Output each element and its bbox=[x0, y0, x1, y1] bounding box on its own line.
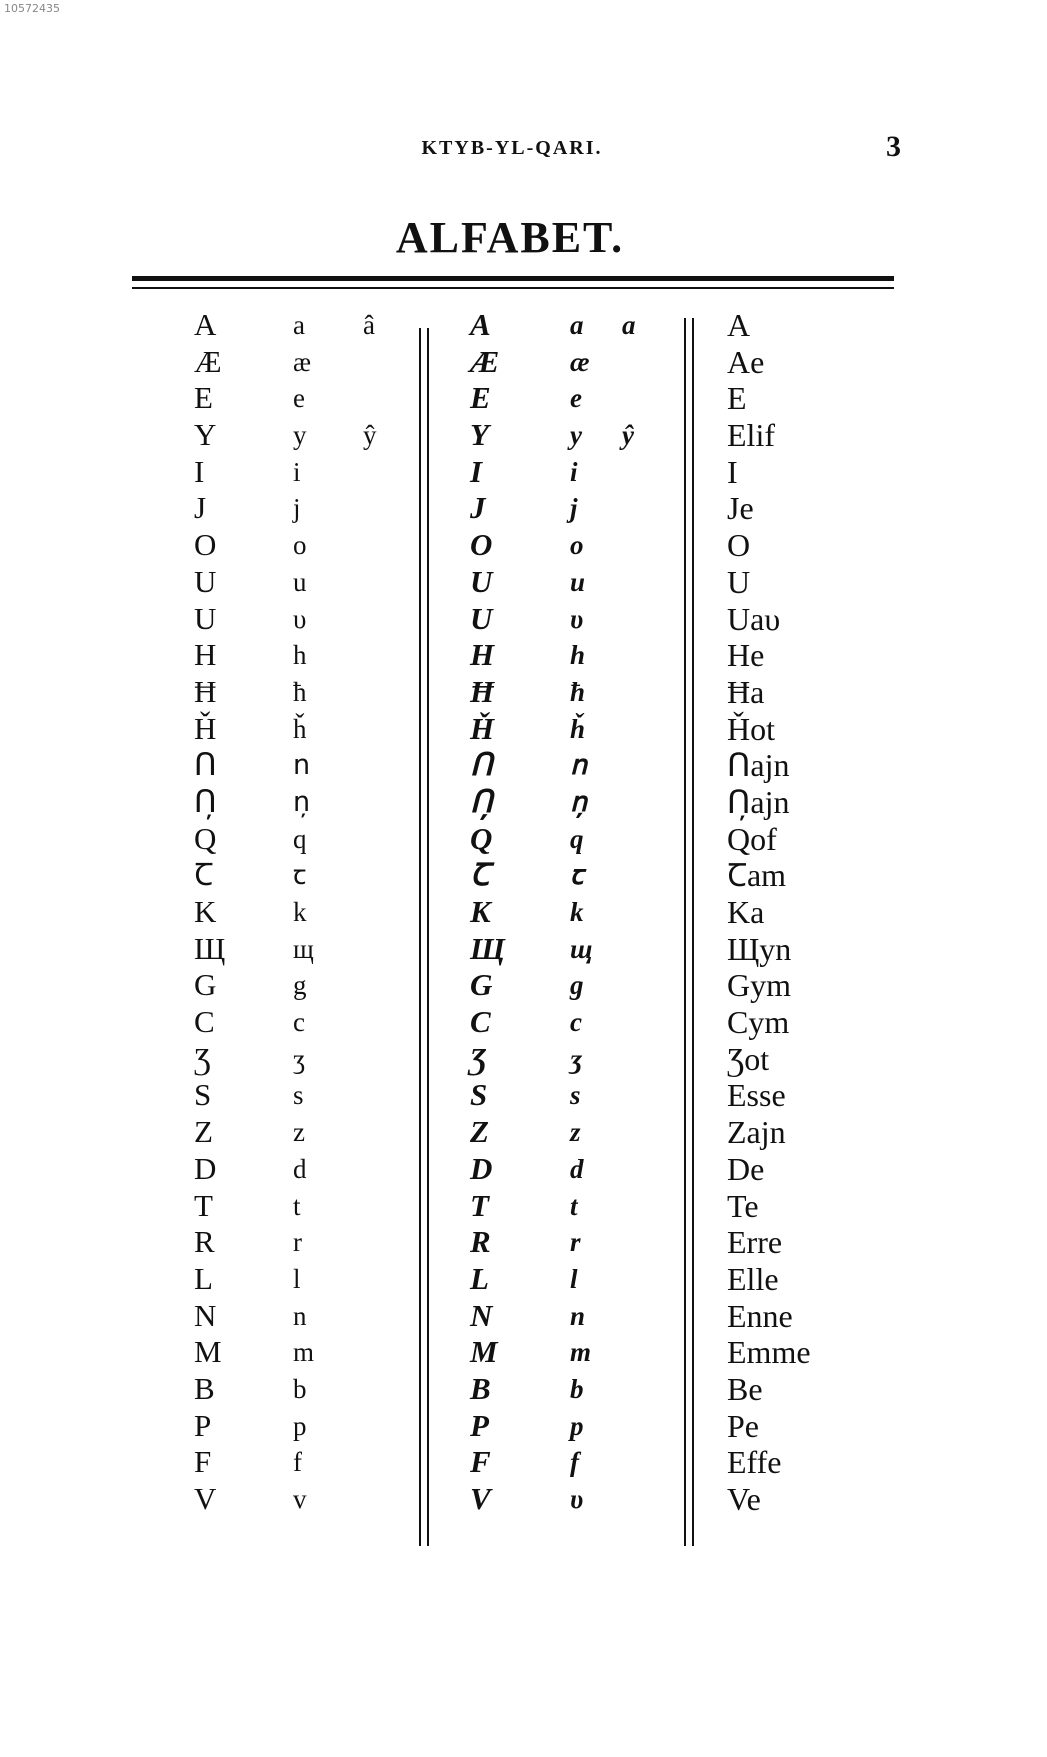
upper-letter: Ꞇ bbox=[194, 857, 214, 893]
letter-name: Cym bbox=[727, 1004, 790, 1041]
lower-letter: ո bbox=[293, 750, 311, 781]
lower-letter: k bbox=[293, 897, 307, 927]
italic-upper-letter: F bbox=[470, 1444, 491, 1480]
italic-upper-letter: Ʒ bbox=[470, 1040, 487, 1076]
upper-letter: V bbox=[194, 1481, 217, 1516]
upper-letter: I bbox=[194, 453, 205, 489]
lower-letter: l bbox=[293, 1263, 301, 1294]
italic-upper-letter: Æ bbox=[470, 343, 500, 379]
table-row bbox=[0, 747, 1047, 784]
upper-letter: G bbox=[194, 967, 217, 1003]
lower-letter: y bbox=[293, 420, 307, 451]
lower-letter: b bbox=[293, 1373, 307, 1404]
italic-upper-letter: P bbox=[470, 1407, 489, 1443]
italic-lower-letter: k bbox=[570, 897, 584, 927]
table-row bbox=[0, 1408, 1047, 1445]
italic-lower-letter: ħ bbox=[570, 676, 586, 707]
upper-letter: T bbox=[194, 1187, 213, 1223]
italic-upper-letter: Z bbox=[470, 1114, 489, 1150]
italic-upper-letter: Q bbox=[470, 820, 493, 856]
table-row bbox=[0, 1444, 1047, 1481]
table-row bbox=[0, 821, 1047, 858]
letter-name: Gym bbox=[727, 967, 791, 1004]
lower-letter: o bbox=[293, 530, 307, 561]
letter-name: Te bbox=[727, 1187, 759, 1224]
lower-letter: f bbox=[293, 1447, 302, 1478]
italic-upper-letter: H bbox=[470, 637, 495, 673]
lower-letter: u bbox=[293, 566, 307, 597]
italic-lower-letter: ո̦ bbox=[570, 786, 588, 817]
upper-letter: H bbox=[194, 637, 217, 673]
table-row bbox=[0, 1077, 1047, 1114]
rule-thick bbox=[132, 276, 894, 281]
letter-name: Ꞇam bbox=[727, 857, 787, 894]
upper-letter: Z bbox=[194, 1114, 213, 1150]
table-row bbox=[0, 417, 1047, 454]
upper-letter: Ո̦ bbox=[194, 783, 217, 819]
lower-letter: v bbox=[293, 1484, 307, 1514]
italic-upper-letter: Щ bbox=[470, 930, 505, 966]
italic-upper-letter: U bbox=[470, 600, 493, 636]
italic-lower-letter: c bbox=[570, 1007, 582, 1038]
letter-name: De bbox=[727, 1150, 765, 1187]
lower-letter: ꞇ bbox=[293, 860, 307, 891]
italic-upper-letter: I bbox=[470, 453, 483, 489]
letter-name: Ka bbox=[727, 894, 765, 930]
letter-name: A bbox=[727, 307, 751, 343]
letter-name: Ae bbox=[727, 343, 765, 380]
italic-upper-letter: Ȟ bbox=[470, 710, 495, 746]
upper-letter: Ո bbox=[194, 747, 217, 783]
letter-name: Ʒot bbox=[727, 1040, 770, 1077]
table-row bbox=[0, 380, 1047, 417]
lower-letter: a bbox=[293, 310, 305, 340]
table-row bbox=[0, 1334, 1047, 1371]
letter-name: Erre bbox=[727, 1224, 783, 1261]
italic-upper-letter: T bbox=[470, 1187, 489, 1223]
lower-letter: s bbox=[293, 1080, 304, 1111]
letter-name: Ȟot bbox=[727, 710, 775, 747]
upper-letter: Y bbox=[194, 417, 217, 453]
upper-letter: E bbox=[194, 380, 213, 416]
upper-letter: M bbox=[194, 1334, 222, 1370]
letter-name: Ve bbox=[727, 1481, 761, 1517]
table-row bbox=[0, 931, 1047, 968]
table-row bbox=[0, 637, 1047, 674]
italic-upper-letter: D bbox=[470, 1150, 493, 1186]
rule-thin bbox=[132, 287, 894, 289]
lower-letter: z bbox=[293, 1117, 305, 1148]
letter-name: Pe bbox=[727, 1407, 759, 1444]
table-row bbox=[0, 1041, 1047, 1078]
lower-letter: j bbox=[293, 493, 301, 524]
lower-letter: ȟ bbox=[293, 713, 307, 744]
italic-lower-letter: r bbox=[570, 1227, 581, 1258]
upper-letter: C bbox=[194, 1004, 215, 1040]
lower-letter: υ bbox=[293, 603, 307, 634]
upper-letter: Q bbox=[194, 820, 217, 856]
letter-name: E bbox=[727, 380, 747, 417]
italic-variant-letter: a bbox=[622, 310, 636, 340]
lower-letter: ħ bbox=[293, 676, 307, 707]
table-row bbox=[0, 490, 1047, 527]
italic-upper-letter: J bbox=[470, 490, 486, 526]
italic-lower-letter: d bbox=[570, 1153, 584, 1184]
letter-name: Ո̦ajn bbox=[727, 783, 790, 820]
upper-letter: N bbox=[194, 1297, 217, 1333]
table-row bbox=[0, 1224, 1047, 1261]
letter-name: Enne bbox=[727, 1297, 793, 1334]
italic-lower-letter: t bbox=[570, 1190, 578, 1221]
italic-lower-letter: e bbox=[570, 383, 582, 414]
italic-upper-letter: V bbox=[470, 1481, 491, 1516]
upper-letter: Ħ bbox=[194, 673, 217, 709]
upper-letter: L bbox=[194, 1260, 213, 1296]
italic-lower-letter: y bbox=[570, 420, 582, 451]
lower-letter: n bbox=[293, 1300, 307, 1331]
letter-name: Qof bbox=[727, 820, 777, 857]
italic-lower-letter: g bbox=[570, 970, 584, 1001]
letter-name: Esse bbox=[727, 1077, 786, 1114]
upper-letter: K bbox=[194, 894, 217, 929]
letter-name: U bbox=[727, 563, 751, 600]
table-row bbox=[0, 1151, 1047, 1188]
italic-lower-letter: l bbox=[570, 1263, 578, 1294]
lower-letter: r bbox=[293, 1227, 302, 1258]
letter-name: Ոajn bbox=[727, 747, 790, 784]
table-row bbox=[0, 344, 1047, 381]
table-row bbox=[0, 307, 1047, 344]
italic-lower-letter: n bbox=[570, 1300, 586, 1331]
upper-letter: Æ bbox=[194, 343, 222, 379]
lower-letter: p bbox=[293, 1410, 307, 1441]
upper-letter: U bbox=[194, 563, 217, 599]
letter-name: Elle bbox=[727, 1260, 779, 1297]
italic-upper-letter: O bbox=[470, 527, 493, 563]
italic-lower-letter: a bbox=[570, 310, 584, 340]
table-row bbox=[0, 1188, 1047, 1225]
italic-upper-letter: E bbox=[470, 380, 491, 416]
table-row bbox=[0, 1004, 1047, 1041]
italic-upper-letter: U bbox=[470, 563, 493, 599]
lower-letter: c bbox=[293, 1007, 305, 1038]
italic-upper-letter: Ո̦ bbox=[470, 783, 493, 819]
lower-letter: i bbox=[293, 456, 301, 487]
italic-lower-letter: f bbox=[570, 1447, 579, 1478]
lower-letter: щ bbox=[293, 933, 314, 964]
italic-lower-letter: s bbox=[570, 1080, 581, 1111]
italic-upper-letter: N bbox=[470, 1297, 493, 1333]
variant-letter: â bbox=[363, 310, 375, 340]
italic-upper-letter: M bbox=[470, 1334, 498, 1370]
italic-lower-letter: ո bbox=[570, 750, 588, 781]
italic-lower-letter: ʒ bbox=[570, 1043, 583, 1074]
upper-letter: Ʒ bbox=[194, 1040, 211, 1076]
letter-name: Effe bbox=[727, 1444, 782, 1481]
italic-lower-letter: υ bbox=[570, 603, 584, 634]
italic-lower-letter: q bbox=[570, 823, 584, 854]
italic-upper-letter: Y bbox=[470, 417, 489, 453]
italic-upper-letter: Ո bbox=[470, 747, 493, 783]
lower-letter: t bbox=[293, 1190, 301, 1221]
table-row bbox=[0, 1114, 1047, 1151]
table-row bbox=[0, 711, 1047, 748]
lower-letter: ʒ bbox=[293, 1043, 305, 1074]
upper-letter: U bbox=[194, 600, 217, 636]
italic-lower-letter: m bbox=[570, 1337, 592, 1368]
page-title: ALFABET. bbox=[395, 213, 625, 262]
italic-upper-letter: S bbox=[470, 1077, 488, 1113]
letter-name: Elif bbox=[727, 417, 775, 454]
lower-letter: g bbox=[293, 970, 307, 1001]
italic-lower-letter: υ bbox=[570, 1484, 584, 1514]
table-row bbox=[0, 564, 1047, 601]
lower-letter: m bbox=[293, 1337, 315, 1368]
italic-lower-letter: j bbox=[570, 493, 578, 524]
upper-letter: P bbox=[194, 1407, 212, 1443]
upper-letter: Ȟ bbox=[194, 710, 217, 746]
italic-upper-letter: B bbox=[470, 1370, 491, 1406]
letter-name: Щyn bbox=[727, 930, 792, 967]
letter-name: O bbox=[727, 527, 751, 564]
letter-name: He bbox=[727, 637, 765, 674]
running-head: KTYB-YL-QARI. bbox=[421, 137, 603, 159]
italic-upper-letter: L bbox=[470, 1260, 489, 1296]
lower-letter: h bbox=[293, 640, 307, 671]
upper-letter: S bbox=[194, 1077, 212, 1113]
italic-lower-letter: o bbox=[570, 530, 584, 561]
table-row bbox=[0, 601, 1047, 638]
upper-letter: Щ bbox=[194, 930, 226, 966]
upper-letter: A bbox=[194, 307, 217, 342]
letter-name: Be bbox=[727, 1370, 763, 1407]
letter-name: Ħa bbox=[727, 673, 765, 710]
italic-lower-letter: b bbox=[570, 1373, 584, 1404]
italic-lower-letter: z bbox=[570, 1117, 581, 1148]
lower-letter: d bbox=[293, 1153, 307, 1184]
italic-upper-letter: Ħ bbox=[470, 673, 495, 709]
table-row bbox=[0, 967, 1047, 1004]
table-row bbox=[0, 1261, 1047, 1298]
upper-letter: D bbox=[194, 1150, 217, 1186]
letter-name: Uaυ bbox=[727, 600, 781, 637]
table-row bbox=[0, 454, 1047, 491]
upper-letter: J bbox=[194, 490, 207, 526]
italic-lower-letter: ꞇ bbox=[570, 860, 584, 891]
table-row bbox=[0, 527, 1047, 564]
italic-lower-letter: ȟ bbox=[570, 713, 586, 744]
table-row bbox=[0, 1371, 1047, 1408]
table-row bbox=[0, 784, 1047, 821]
lower-letter: ո̦ bbox=[293, 786, 311, 817]
table-row bbox=[0, 1481, 1047, 1518]
italic-upper-letter: A bbox=[470, 307, 491, 342]
letter-name: Je bbox=[727, 490, 754, 527]
table-row bbox=[0, 894, 1047, 931]
lower-letter: æ bbox=[293, 346, 312, 377]
table-row bbox=[0, 857, 1047, 894]
italic-lower-letter: щ bbox=[570, 933, 593, 964]
letter-name: Emme bbox=[727, 1334, 811, 1371]
italic-upper-letter: Ꞇ bbox=[470, 857, 490, 893]
italic-lower-letter: h bbox=[570, 640, 586, 671]
table-row bbox=[0, 674, 1047, 711]
italic-upper-letter: R bbox=[470, 1224, 491, 1260]
variant-letter: ŷ bbox=[363, 420, 377, 451]
italic-lower-letter: p bbox=[570, 1410, 584, 1441]
upper-letter: B bbox=[194, 1370, 215, 1406]
italic-lower-letter: i bbox=[570, 456, 578, 487]
italic-lower-letter: u bbox=[570, 566, 586, 597]
table-row bbox=[0, 1298, 1047, 1335]
upper-letter: R bbox=[194, 1224, 215, 1260]
page-number: 3 bbox=[886, 130, 901, 163]
lower-letter: e bbox=[293, 383, 305, 414]
italic-lower-letter: æ bbox=[570, 346, 590, 377]
upper-letter: F bbox=[194, 1444, 212, 1480]
lower-letter: q bbox=[293, 823, 307, 854]
alphabet-table bbox=[0, 307, 1047, 1518]
letter-name: Zajn bbox=[727, 1114, 786, 1151]
italic-upper-letter: C bbox=[470, 1004, 491, 1040]
italic-upper-letter: K bbox=[470, 894, 491, 929]
italic-variant-letter: ŷ bbox=[622, 420, 634, 451]
letter-name: I bbox=[727, 453, 738, 490]
upper-letter: O bbox=[194, 527, 217, 563]
scan-id: 10572435 bbox=[4, 2, 60, 15]
italic-upper-letter: G bbox=[470, 967, 493, 1003]
